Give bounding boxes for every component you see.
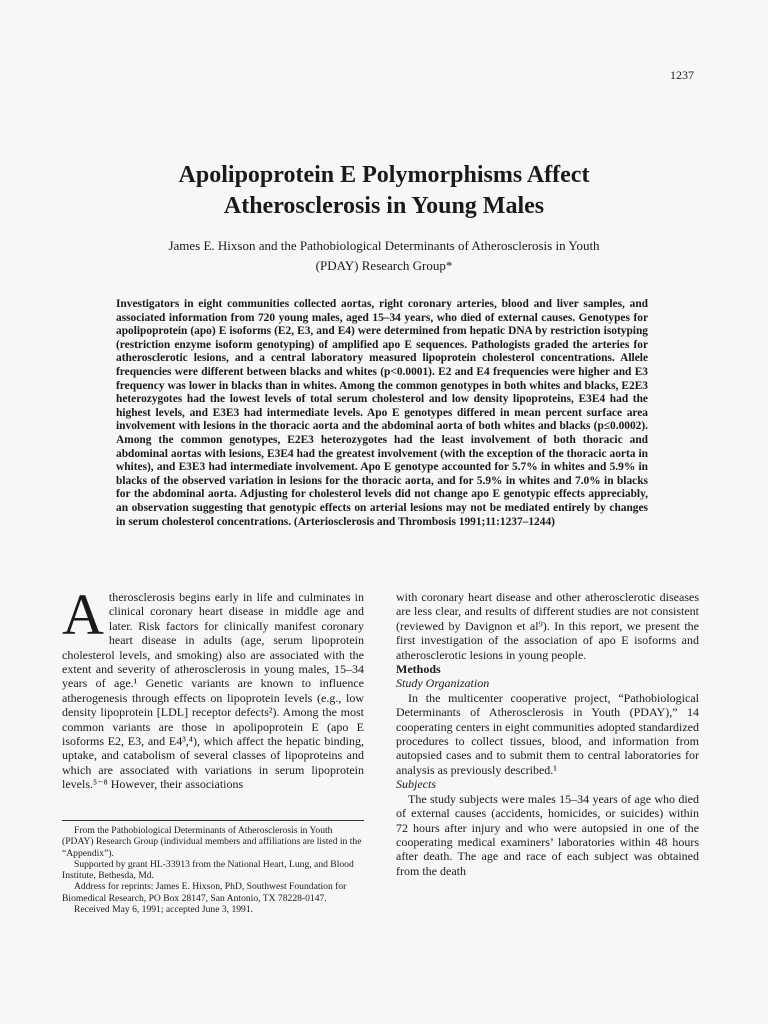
footnote-reprints: Address for reprints: James E. Hixson, PhD, Southwest Foundation for Biomedical Research, PO Box 28147, San Antonio, TX 78228-0147. [62, 881, 347, 904]
methods-heading: Methods [396, 662, 441, 677]
study-organization-text: In the multicenter cooperative project, “Pathobiological Determinants of Atherosclerosis in Youth (PDAY),” 14 cooperating centers in eight communities adopted standardized procedures to collect tissues, blood, and information from autopsied cases and to submit them to central laboratories for analysis as previously described.¹ [396, 690, 699, 777]
subjects-heading: Subjects [396, 777, 436, 792]
footnotes [62, 820, 364, 915]
intro-paragraph [62, 582, 364, 792]
study-organization-heading: Study Organization [396, 676, 490, 691]
paper-title [0, 160, 768, 222]
subjects-text: The study subjects were males 15–34 years of age who died of external causes (accidents, homicides, or suicides) within 72 hours after injury and who were autopsied in one of the cooperating medical examiners’ laboratories within 48 hours after death. The age and race of each subject was obtained from the death [396, 791, 699, 878]
authors-line-1: James E. Hixson and the Pathobiological Determinants of Atherosclerosis in Youth [168, 238, 600, 253]
title-line-2: Atherosclerosis in Young Males [223, 193, 545, 219]
left-column [62, 582, 364, 792]
intro-text: therosclerosis begins early in life and culminates in clinical coronary heart disease in middle age and later. Risk factors for clinically manifest coronary heart disease in adults (age, serum lipoprotein cholesterol levels, and smoking) also are associated with the extent and severity of atherosclerosis in young males, 15–34 years of age.¹ Genetic variants are known to influence atherogenesis through effects on lipoprotein levels (e.g., low density lipoprotein [LDL] receptor defects²). Among the most common variants are those in apolipoprotein E (apo E isoforms E2, E3, and E4³,⁴), which affect the hepatic binding, uptake, and catabolism of several classes of lipoproteins and which are associated with variations in serum lipoprotein levels.⁵⁻⁸ However, their associations [62, 590, 364, 792]
abstract [116, 298, 648, 529]
page-number: 1237 [670, 68, 694, 82]
intro-continuation: with coronary heart disease and other atherosclerotic diseases are less clear, and results of different studies are not consistent (reviewed by Davignon et al⁹). In this report, we present the first investigation of the association of apo E isoforms and atherosclerotic lesions in young people. [396, 590, 699, 662]
drop-cap: A [62, 582, 104, 647]
footnote-support: Supported by grant HL-33913 from the National Heart, Lung, and Blood Institute, Bethesda, Md. [62, 858, 354, 882]
right-column [396, 590, 699, 878]
title-line-1: Apolipoprotein E Polymorphisms Affect [178, 162, 590, 188]
footnote-received: Received May 6, 1991; accepted June 3, 1991. [74, 904, 254, 916]
footnote-affiliation: From the Pathobiological Determinants of Atherosclerosis in Youth (PDAY) Research Group (individual members and affiliations are listed in the “Appendix”). [62, 825, 362, 859]
author-line [0, 236, 768, 276]
authors-line-2: (PDAY) Research Group* [315, 258, 453, 273]
abstract-text: Investigators in eight communities collected aortas, right coronary arteries, blood and liver samples, and associated information from 720 young males, aged 15–34 years, who died of external causes. Genotypes for apolipoprotein (apo) E isoforms (E2, E3, and E4) were determined from hepatic DNA by restriction isotyping (restriction enzyme isoform genotyping) of amplified apo E sequences. Pathologists graded the arteries for atherosclerotic lesions, and a central laboratory measured lipoprotein cholesterol concentrations. Allele frequencies were different between blacks and whites (p<0.0001). E2 and E4 frequencies were higher and E3 frequency was lower in blacks than in whites. Among the common genotypes in both whites and blacks, E2E3 heterozygotes had the lowest levels of total serum cholesterol and low density lipoproteins, E3E4 had the highest levels, and E3E3 had intermediate levels. Apo E genotypes differed in mean percent surface area involvement with lesions in the thoracic aorta and the abdominal aorta of both whites and blacks (p≤0.0002). Among the common genotypes, E2E3 heterozygotes had the least involvement of both thoracic and abdominal aortas with lesions, E3E4 had the greatest involvement (with the exception of the thoracic aorta in whites), and E3E3 had intermediate involvement. Apo E genotype accounted for 5.7% in whites and 5.9% in blacks of the observed variation in lesions for the thoracic aorta, and for 5.9% in whites and 7.0% in blacks for the abdominal aorta. Adjusting for cholesterol levels did not change apo E genotypic effects appreciably, an observation suggesting that genotypic effects on arterial lesions may not be mediated entirely by changes in serum cholesterol concentrations. (Arteriosclerosis and Thrombosis 1991;11:1237–1244) [116, 298, 648, 528]
